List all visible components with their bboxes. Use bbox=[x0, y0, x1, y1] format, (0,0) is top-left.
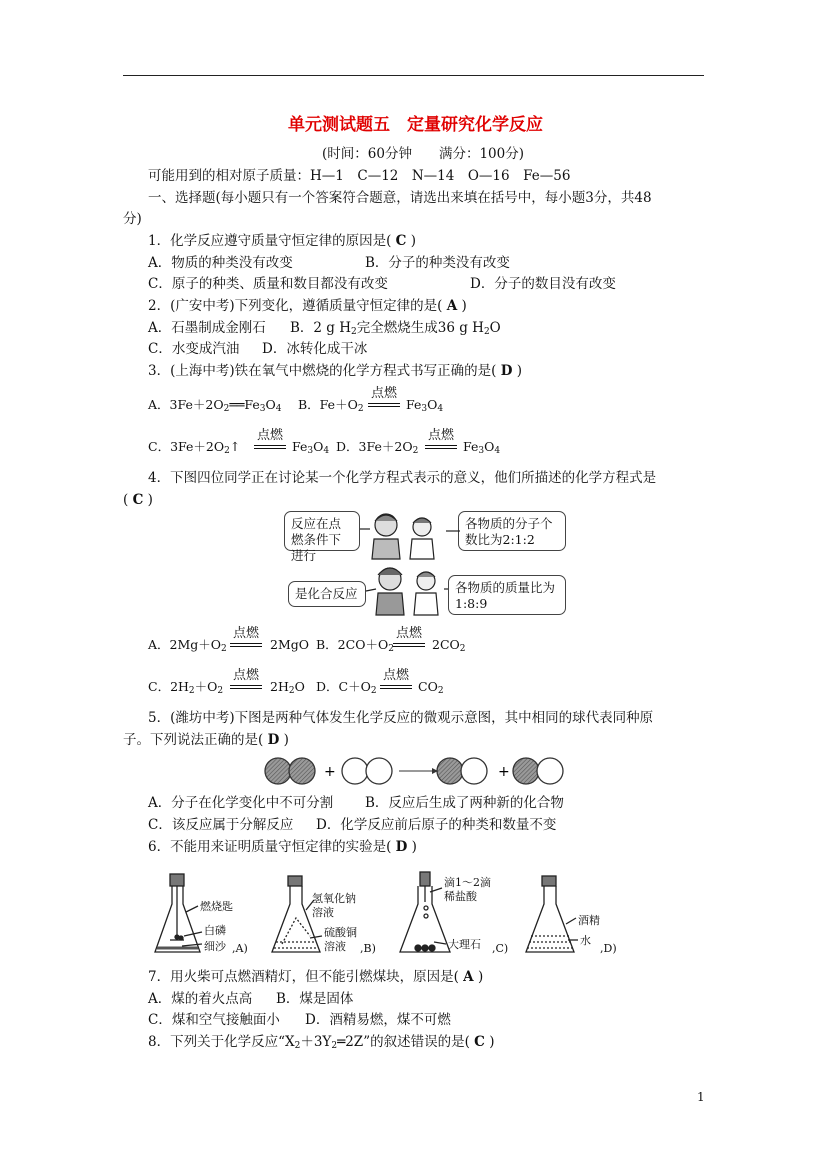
answer-3: D bbox=[500, 363, 513, 379]
answer-7: A bbox=[463, 969, 474, 985]
q4-option-d: D．$C+O_2$ bbox=[316, 679, 377, 696]
q3-b-condition: 点燃 bbox=[368, 396, 400, 407]
label-alcohol: 酒精 bbox=[578, 914, 600, 927]
answer-6: D bbox=[395, 839, 408, 855]
label-c: ,C) bbox=[492, 942, 509, 955]
q3-d-product: $Fe_3O_4$ bbox=[463, 439, 501, 456]
q2-option-c: C．水变成汽油 bbox=[148, 341, 240, 357]
q5-option-a: A．分子在化学变化中不可分割 bbox=[148, 795, 334, 811]
label-naoh-2: 溶液 bbox=[312, 906, 334, 919]
q4-option-b: B．$2CO+O_2$ bbox=[316, 637, 394, 654]
q5-option-c: C．该反应属于分解反应 bbox=[148, 817, 294, 833]
q4-a-condition: 点燃 bbox=[230, 636, 262, 647]
q3-c-condition: 点燃 bbox=[254, 438, 286, 449]
section-heading-cont: 分) bbox=[123, 211, 142, 227]
students-illustration bbox=[360, 509, 460, 619]
molecule-reaction-diagram bbox=[262, 756, 572, 786]
top-rule bbox=[123, 75, 704, 76]
question-7: 7．用火柴可点燃酒精灯，但不能引燃煤块，原因是( A ) bbox=[148, 969, 484, 985]
q4-b-condition: 点燃 bbox=[393, 636, 425, 647]
q5-option-d: D．化学反应前后原子的种类和数量不变 bbox=[316, 817, 557, 833]
bubble-1: 反应在点燃条件下进行 bbox=[284, 511, 360, 551]
q4-c-condition: 点燃 bbox=[230, 678, 262, 689]
answer-4: C bbox=[132, 492, 144, 508]
q4-b-product: $2CO_2$ bbox=[432, 637, 466, 654]
q4-option-c: C．$2H_2+O_2$ bbox=[148, 679, 224, 696]
q3-b-product: $Fe_3O_4$ bbox=[406, 397, 444, 414]
q3-c-product: $Fe_3O_4$ bbox=[292, 439, 330, 456]
q4-d-product: $CO_2$ bbox=[418, 679, 444, 696]
bubble-4: 各物质的质量比为1:8:9 bbox=[448, 575, 566, 615]
q1-option-c: C．原子的种类、质量和数目都没有改变 bbox=[148, 276, 388, 292]
q1-option-b: B．分子的种类没有改变 bbox=[365, 255, 510, 271]
question-3: 3．(上海中考)铁在氧气中燃烧的化学方程式书写正确的是( D ) bbox=[148, 363, 522, 379]
question-6: 6．不能用来证明质量守恒定律的实验是( D ) bbox=[148, 839, 417, 855]
q3-option-a: A．$3Fe+2O_2══Fe_3O_4$ bbox=[148, 397, 282, 414]
question-2: 2．(广安中考)下列变化，遵循质量守恒定律的是( A ) bbox=[148, 298, 467, 314]
label-water: 水 bbox=[580, 934, 591, 947]
bubble-2: 各物质的分子个数比为2:1:2 bbox=[458, 511, 566, 551]
question-8: 8．下列关于化学反应“$X_2+3Y_2═2Z$”的叙述错误的是( C ) bbox=[148, 1034, 495, 1051]
svg-text:+: + bbox=[498, 764, 510, 780]
label-spoon: 燃烧匙 bbox=[200, 900, 233, 913]
label-drop-1: 滴1～2滴 bbox=[444, 876, 491, 889]
label-marble: 大理石 bbox=[448, 938, 481, 951]
atomic-masses: 可能用到的相对原子质量：H—1 C—12 N—14 O—16 Fe—56 bbox=[148, 168, 571, 184]
q4-c-product: $2H_2O$ bbox=[270, 679, 305, 696]
label-phosphorus: 白磷 bbox=[204, 924, 226, 937]
section-heading: 一、选择题(每小题只有一个答案符合题意，请选出来填在括号中，每小题3分，共48 bbox=[148, 190, 652, 206]
label-cuso4-1: 硫酸铜 bbox=[324, 926, 357, 939]
label-cuso4-2: 溶液 bbox=[324, 940, 346, 953]
q2-option-b: B．2 g $H_2$完全燃烧生成36 g $H_2O$ bbox=[290, 320, 501, 337]
label-sand: 细沙 bbox=[204, 940, 226, 953]
q3-option-d: D．$3Fe+2O_2$ bbox=[336, 439, 419, 456]
svg-text:+: + bbox=[324, 764, 336, 780]
question-4-answer: ( C ) bbox=[123, 492, 153, 508]
q3-d-condition: 点燃 bbox=[425, 438, 457, 449]
q7-option-a: A．煤的着火点高 bbox=[148, 991, 253, 1007]
q3-option-c: C．$3Fe+2O_2↑$ bbox=[148, 439, 241, 456]
label-naoh-1: 氢氧化钠 bbox=[312, 892, 356, 905]
answer-2: A bbox=[446, 298, 458, 314]
question-5: 5．(潍坊中考)下图是两种气体发生化学反应的微观示意图，其中相同的球代表同种原 bbox=[148, 710, 654, 726]
q2-option-a: A．石墨制成金刚石 bbox=[148, 320, 266, 336]
q1-option-a: A．物质的种类没有改变 bbox=[148, 255, 293, 271]
page-title: 单元测试题五 定量研究化学反应 bbox=[288, 115, 543, 135]
exam-meta: (时间：60分钟 满分：100分) bbox=[322, 146, 524, 162]
q7-option-d: D．酒精易燃，煤不可燃 bbox=[305, 1012, 451, 1028]
apparatus-figure bbox=[150, 864, 630, 964]
answer-1: C bbox=[395, 233, 407, 249]
students-figure bbox=[284, 509, 570, 619]
q1-option-d: D．分子的数目没有改变 bbox=[470, 276, 616, 292]
q4-option-a: A．$2Mg+O_2$ bbox=[148, 637, 227, 654]
label-a: ,A) bbox=[232, 942, 248, 955]
label-b: ,B) bbox=[360, 942, 376, 955]
q2-option-d: D．冰转化成干冰 bbox=[262, 341, 368, 357]
q5-option-b: B．反应后生成了两种新的化合物 bbox=[365, 795, 564, 811]
label-drop-2: 稀盐酸 bbox=[444, 890, 477, 903]
bubble-3: 是化合反应 bbox=[288, 581, 366, 607]
q3-option-b: B．$Fe+O_2$ bbox=[298, 397, 364, 414]
q4-a-product: 2MgO bbox=[270, 637, 310, 652]
question-5-cont: 子。下列说法正确的是( D ) bbox=[123, 732, 289, 748]
answer-8: C bbox=[474, 1034, 485, 1050]
label-d: ,D) bbox=[600, 942, 617, 955]
page-number: 1 bbox=[697, 1090, 705, 1104]
q7-option-b: B．煤是固体 bbox=[276, 991, 354, 1007]
q7-option-c: C．煤和空气接触面小 bbox=[148, 1012, 280, 1028]
answer-5: D bbox=[267, 732, 280, 748]
q4-d-condition: 点燃 bbox=[380, 678, 412, 689]
question-4: 4．下图四位同学正在讨论某一个化学方程式表示的意义，他们所描述的化学方程式是 bbox=[148, 470, 657, 486]
question-1: 1．化学反应遵守质量守恒定律的原因是( C ) bbox=[148, 233, 416, 249]
